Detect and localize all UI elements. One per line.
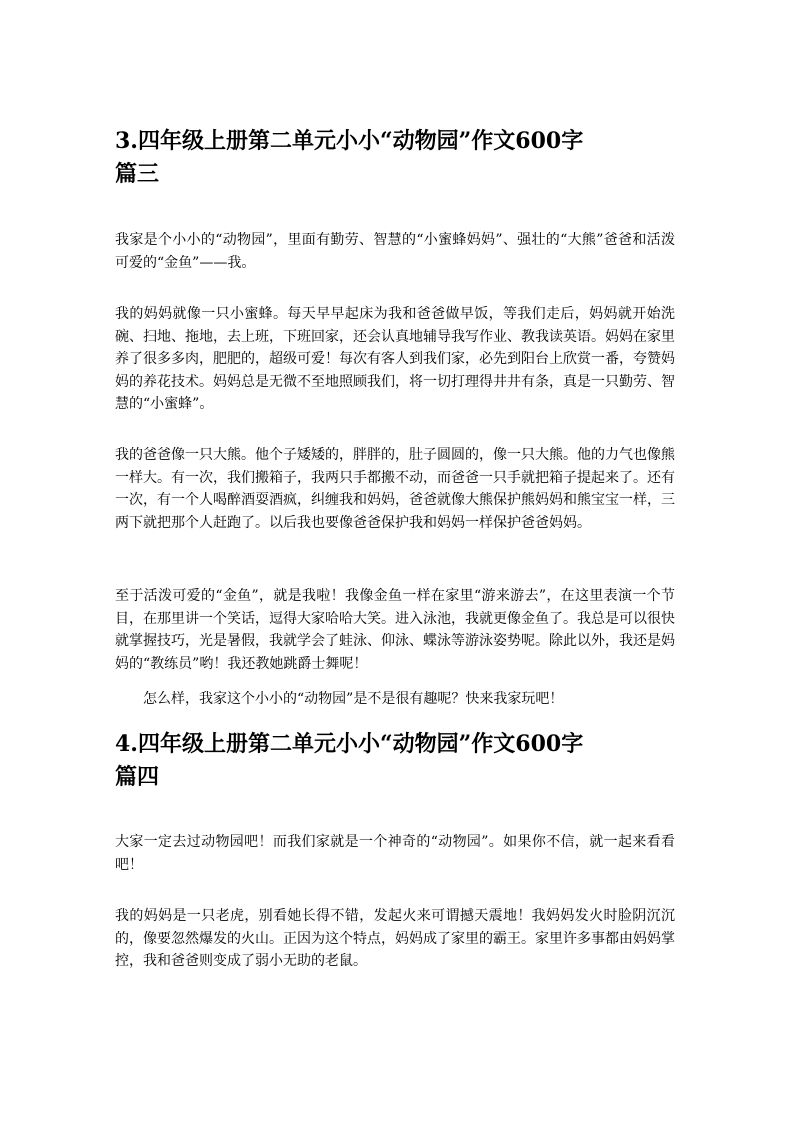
- heading-line-2: 篇四: [115, 764, 160, 790]
- paragraph-tiger-mother: [115, 905, 675, 973]
- paragraph-father: [115, 444, 675, 534]
- paragraph: 怎么样，我家这个小小的“动物园”是不是很有趣呢？快来我家玩吧！: [143, 691, 564, 707]
- heading-line-1: 3.四年级上册第二单元小小“动物园”作文600字: [115, 128, 584, 154]
- paragraph-intro-2: [115, 831, 675, 876]
- paragraph-conclusion: [115, 688, 675, 711]
- paragraph: 我的爸爸像一只大熊。他个子矮矮的，胖胖的，肚子圆圆的，像一只大熊。他的力气也像熊一样大。有一次，我们搬箱子，我两只手都搬不动，而爸爸一只手就把箱子提起来了。还有一次，有一个人喝醉酒耍酒疯，纠缠我和妈妈，爸爸就像大熊保护熊妈妈和熊宝宝一样，三两下就把那个人赶跑了。以后我也要像爸爸保护我和妈妈一样保护爸爸妈妈。: [115, 447, 675, 531]
- section-heading: [115, 728, 675, 794]
- paragraph: 大家一定去过动物园吧！而我们家就是一个神奇的“动物园”。如果你不信，就一起来看看吧！: [115, 834, 675, 873]
- paragraph: 我家是个小小的“动物园”，里面有勤劳、智慧的“小蜜蜂妈妈”、强壮的“大熊”爸爸和活泼可爱的“金鱼”——我。: [115, 232, 675, 271]
- heading-line-2: 篇三: [115, 161, 160, 187]
- section-heading: [115, 125, 675, 191]
- paragraph: 我的妈妈就像一只小蜜蜂。每天早早起床为我和爸爸做早饭，等我们走后，妈妈就开始洗碗、扫地、拖地，去上班，下班回家，还会认真地辅导我写作业、教我读英语。妈妈在家里养了很多多肉，肥肥的，超级可爱！每次有客人到我们家，必先到阳台上欣赏一番，夸赞妈妈的养花技术。妈妈总是无微不至地照顾我们，将一切打理得井井有条，真是一只勤劳、智慧的“小蜜蜂”。: [115, 306, 675, 412]
- paragraph-intro: [115, 229, 675, 274]
- paragraph: 至于活泼可爱的“金鱼”，就是我啦！我像金鱼一样在家里“游来游去”，在这里表演一个节目，在那里讲一个笑话，逗得大家哈哈大笑。进入泳池，我就更像金鱼了。我总是可以很快就掌握技巧，光是暑假，我就学会了蛙泳、仰泳、蝶泳等游泳姿势呢。除此以外，我还是妈妈的“教练员”哟！我还教她跳爵士舞呢！: [115, 588, 675, 672]
- essay-section-3: [115, 125, 675, 191]
- paragraph-goldfish: [115, 585, 675, 675]
- paragraph: 我的妈妈是一只老虎，别看她长得不错，发起火来可谓撼天震地！我妈妈发火时脸阴沉沉的，像要忽然爆发的火山。正因为这个特点，妈妈成了家里的霸王。家里许多事都由妈妈掌控，我和爸爸则变成了弱小无助的老鼠。: [115, 908, 675, 969]
- paragraph-mother: [115, 303, 675, 416]
- heading-line-1: 4.四年级上册第二单元小小“动物园”作文600字: [115, 731, 584, 757]
- essay-section-4: [115, 728, 675, 794]
